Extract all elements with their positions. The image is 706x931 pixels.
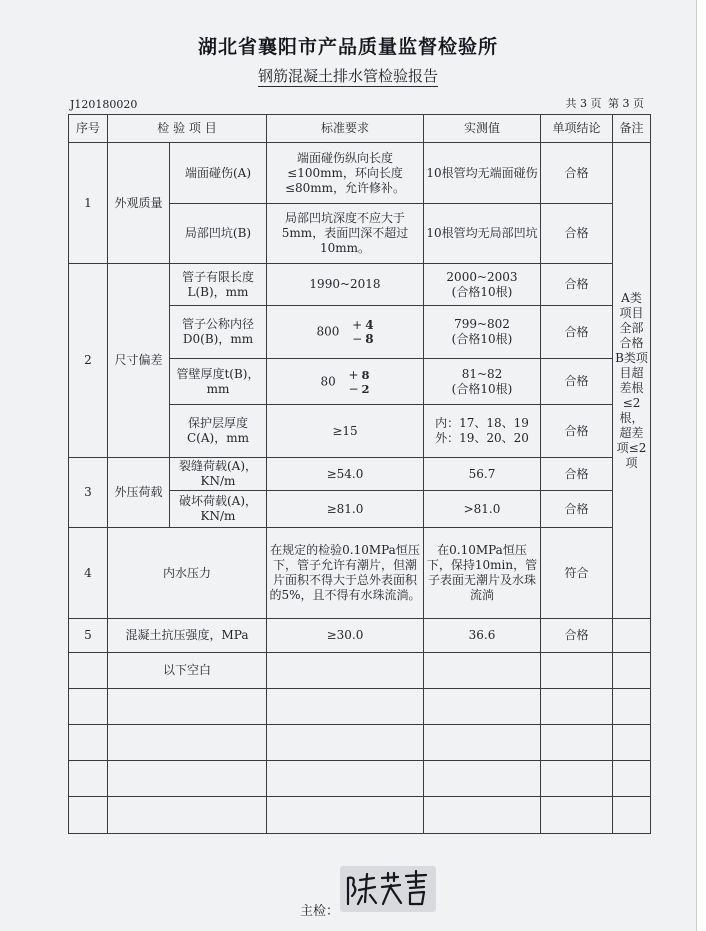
- empty-cell: [424, 761, 541, 797]
- remark-cell: [613, 143, 651, 619]
- empty-cell: [69, 797, 108, 834]
- tolerance-plus-sign: +: [348, 367, 359, 382]
- page-total: 共 3 页: [565, 97, 602, 110]
- standard-cell: ≥30.0: [267, 619, 424, 653]
- group-no: 4: [69, 528, 108, 619]
- group-name: 内水压力: [108, 528, 267, 619]
- table-row: [69, 761, 651, 797]
- tolerance-minus-sign: −: [348, 381, 359, 396]
- empty-cell: [267, 797, 424, 834]
- empty-cell: [267, 761, 424, 797]
- page-edge: [696, 0, 706, 931]
- measured-cell: 10根管均无端面碰伤: [424, 143, 541, 204]
- verdict-cell: 合格: [541, 306, 613, 359]
- tolerance-plus: 8: [361, 367, 370, 382]
- empty-cell: [267, 653, 424, 689]
- remark-line: ≤2: [622, 395, 641, 410]
- empty-cell: [424, 653, 541, 689]
- sub-item: 局部凹坑(B): [170, 204, 267, 264]
- empty-cell: [541, 725, 613, 761]
- table-row: [69, 264, 651, 306]
- group-name: 外压荷载: [108, 458, 170, 528]
- remark-line: 超差: [619, 425, 644, 440]
- remark-line: 合格: [619, 335, 644, 350]
- report-title: [0, 65, 696, 86]
- table-row: [69, 725, 651, 761]
- tolerance-minus: 8: [365, 332, 374, 346]
- empty-cell: [108, 725, 267, 761]
- empty-cell: [424, 797, 541, 834]
- remark-line: B类项: [615, 350, 648, 365]
- table-row: [69, 528, 651, 619]
- empty-cell: [613, 689, 651, 725]
- handwritten-signature: [340, 866, 436, 912]
- empty-cell: [69, 689, 108, 725]
- verdict-cell: 符合: [541, 528, 613, 619]
- col-header-standard: 标准要求: [267, 115, 424, 143]
- table-row: [69, 143, 651, 204]
- table-row: [69, 458, 651, 491]
- standard-cell: [267, 306, 424, 359]
- remark-line: 根，: [619, 410, 644, 425]
- tolerance-minus: 2: [361, 381, 370, 396]
- sub-item: 端面碰伤(A): [170, 143, 267, 204]
- measured-cell: [424, 359, 541, 405]
- measured-line: (合格10根): [451, 284, 513, 299]
- measured-line: 799~802: [454, 317, 510, 331]
- measured-line: 81~82: [461, 366, 503, 381]
- empty-cell: [424, 689, 541, 725]
- empty-cell: [613, 653, 651, 689]
- measured-line: (合格10根): [451, 381, 513, 396]
- sub-item: 管子有限长度L(B)，mm: [170, 264, 267, 306]
- table-row: [69, 689, 651, 725]
- remark-line: 差根: [619, 380, 644, 395]
- remark-line: 项≤2: [616, 440, 647, 455]
- sub-item: 管壁厚度t(B)，mm: [170, 359, 267, 405]
- measured-line: 外：19、20、20: [435, 431, 529, 445]
- standard-cell: 端面碰伤纵向长度≤100mm，环向长度≤80mm，允许修补。: [267, 143, 424, 204]
- report-number: J120180020: [70, 98, 138, 111]
- remark-line: 项目: [619, 305, 644, 320]
- table-header-row: [69, 115, 651, 143]
- tolerance: [346, 368, 370, 396]
- empty-cell: [69, 653, 108, 689]
- measured-cell: 56.7: [424, 458, 541, 491]
- empty-cell: [541, 653, 613, 689]
- tolerance: [349, 318, 373, 346]
- table-row: [69, 797, 651, 834]
- tolerance-plus: 4: [365, 318, 374, 332]
- standard-cell: 在规定的检验0.10MPa恒压下，管子允许有潮片，但潮片面积不得大于总外表面积的5%，且不得有水珠流淌。: [267, 528, 424, 619]
- standard-cell: ≥81.0: [267, 491, 424, 528]
- empty-cell: [541, 797, 613, 834]
- standard-base: 80: [320, 374, 336, 388]
- measured-cell: [424, 264, 541, 306]
- remark-line: 项: [625, 455, 638, 470]
- group-name: 混凝土抗压强度，MPa: [108, 619, 267, 653]
- measured-cell: >81.0: [424, 491, 541, 528]
- sub-item: 裂缝荷载(A)，KN/m: [170, 458, 267, 491]
- empty-cell: [424, 725, 541, 761]
- page-info: [563, 95, 645, 111]
- org-name: 湖北省襄阳市产品质量监督检验所: [197, 36, 498, 58]
- empty-cell: [69, 725, 108, 761]
- blank-note: 以下空白: [108, 653, 267, 689]
- group-name: 外观质量: [108, 143, 170, 264]
- measured-line: (合格10根): [451, 332, 513, 346]
- report-title-text: 钢筋混凝土排水管检验报告: [257, 67, 438, 85]
- inspection-table: [68, 114, 651, 834]
- verdict-cell: 合格: [541, 405, 613, 458]
- sub-item: 破坏荷载(A)，KN/m: [170, 491, 267, 528]
- col-header-verdict: 单项结论: [541, 115, 613, 143]
- verdict-cell: 合格: [541, 619, 613, 653]
- empty-cell: [613, 725, 651, 761]
- tolerance-plus-sign: +: [352, 318, 363, 332]
- verdict-cell: 合格: [541, 264, 613, 306]
- remark-cell-empty: [613, 619, 651, 653]
- standard-cell: 1990~2018: [267, 264, 424, 306]
- remark-line: A类: [621, 290, 642, 305]
- standard-cell: [267, 359, 424, 405]
- empty-cell: [267, 725, 424, 761]
- measured-line: 2000~2003: [446, 269, 518, 284]
- signature-strokes: [340, 866, 436, 912]
- empty-cell: [613, 761, 651, 797]
- empty-cell: [613, 797, 651, 834]
- verdict-cell: 合格: [541, 491, 613, 528]
- table-row: [69, 653, 651, 689]
- tolerance-minus-sign: −: [352, 332, 363, 346]
- empty-cell: [108, 761, 267, 797]
- empty-cell: [108, 797, 267, 834]
- group-no: 5: [69, 619, 108, 653]
- group-name: 尺寸偏差: [108, 264, 170, 458]
- sub-item: 管子公称内径D0(B)，mm: [170, 306, 267, 359]
- standard-cell: ≥54.0: [267, 458, 424, 491]
- standard-base: 800: [316, 324, 340, 339]
- group-no: 3: [69, 458, 108, 528]
- measured-line: 内：17、18、19: [435, 416, 529, 430]
- col-header-item: 检 验 项 目: [108, 115, 267, 143]
- empty-cell: [267, 689, 424, 725]
- remark-line: 全部: [619, 320, 644, 335]
- table-row: [69, 619, 651, 653]
- measured-cell: 在0.10MPa恒压下，保持10min，管子表面无潮片及水珠流淌: [424, 528, 541, 619]
- standard-cell: ≥15: [267, 405, 424, 458]
- col-header-no: 序号: [69, 115, 108, 143]
- col-header-measured: 实测值: [424, 115, 541, 143]
- verdict-cell: 合格: [541, 359, 613, 405]
- measured-cell: 10根管均无局部凹坑: [424, 204, 541, 264]
- remark-line: 目超: [619, 365, 644, 380]
- measured-cell: [424, 405, 541, 458]
- group-no: 2: [69, 264, 108, 458]
- empty-cell: [108, 689, 267, 725]
- verdict-cell: 合格: [541, 458, 613, 491]
- verdict-cell: 合格: [541, 204, 613, 264]
- sub-item: 保护层厚度C(A)，mm: [170, 405, 267, 458]
- col-header-remark: 备注: [613, 115, 651, 143]
- verdict-cell: 合格: [541, 143, 613, 204]
- group-no: 1: [69, 143, 108, 264]
- empty-cell: [541, 689, 613, 725]
- page-current: 第 3 页: [608, 97, 644, 110]
- empty-cell: [69, 761, 108, 797]
- measured-cell: 36.6: [424, 619, 541, 653]
- standard-cell: 局部凹坑深度不应大于5mm，表面凹深不超过10mm。: [267, 204, 424, 264]
- chief-inspector-label: 主检：: [300, 904, 340, 919]
- measured-cell: [424, 306, 541, 359]
- empty-cell: [541, 761, 613, 797]
